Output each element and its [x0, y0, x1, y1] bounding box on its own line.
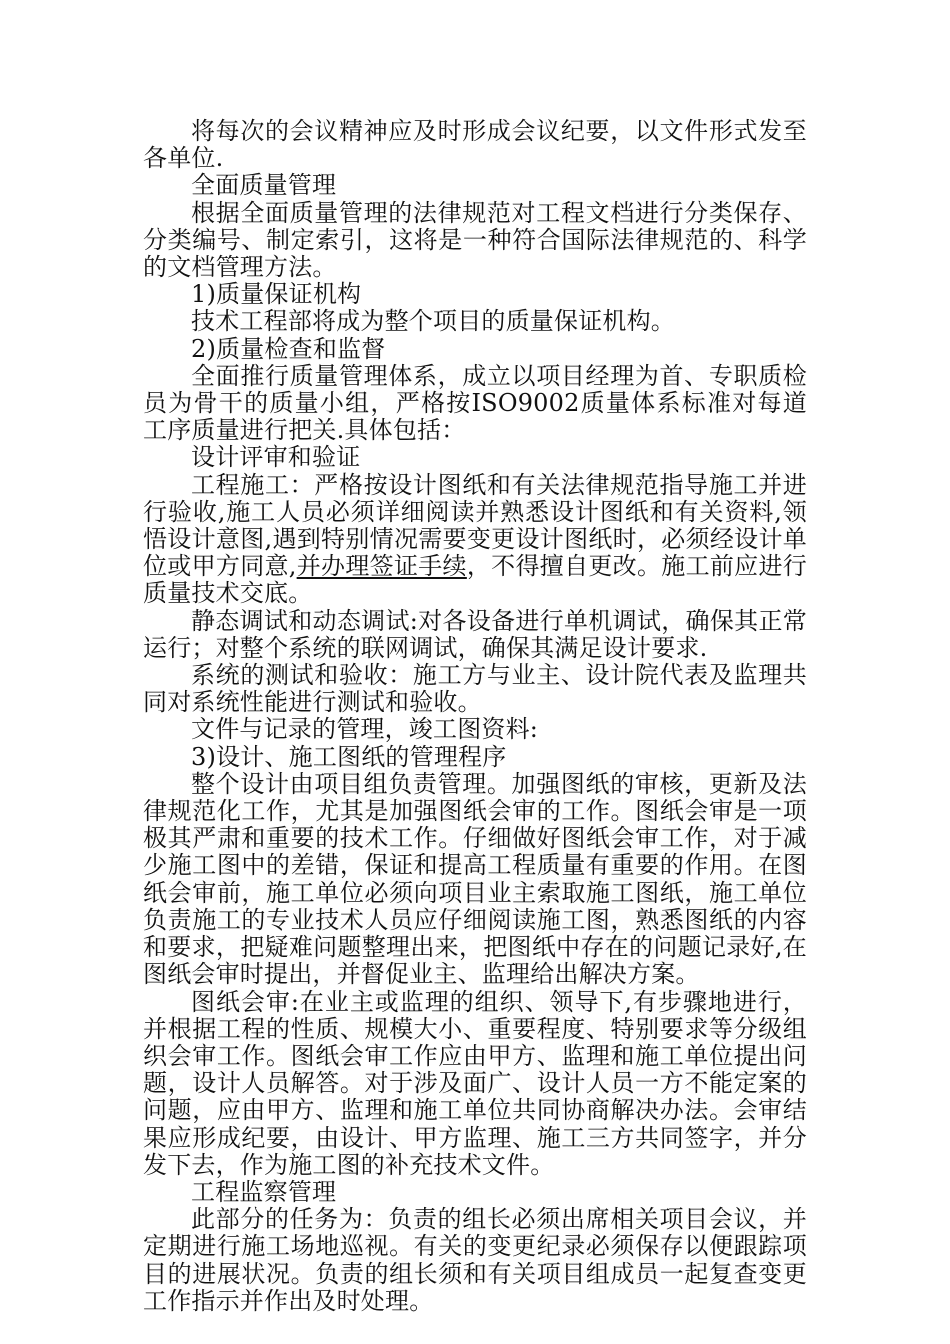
paragraph-records-management: 文件与记录的管理，竣工图资料:: [191, 715, 539, 744]
paragraph-design-management: 整个设计由项目组负责管理。加强图纸的审核，更新及法律规范化工作，尤其是加强图纸会审的工作。图纸会审是一项极其严肃和重要的技术工作。仔细做好图纸会审工作，对于减少施工图中的差错，保证和提高工程质量有重要的作用。在图纸会审前，施工单位必须向项目业主索取施工图纸，施工单位负责施工的专业技术人员应仔细阅读施工图，熟悉图纸的内容和要求，把疑难问题整理出来，把图纸中存在的问题记录好,在图纸会审时提出，并督促业主、监理给出解决方案。: [143, 769, 807, 989]
paragraph-construction: [143, 472, 807, 608]
heading-supervision-management: 工程监察管理: [191, 1177, 337, 1206]
heading-quality-inspection: 2)质量检查和监督: [191, 334, 386, 363]
document-body: [143, 118, 807, 1315]
paragraph-meeting-minutes: 将每次的会议精神应及时形成会议纪要，以文件形式发至各单位.: [143, 117, 807, 173]
construction-text-before: 工程施工：严格按设计图纸和有关法律规范指导施工并进行验收,施工人员必须详细阅读并熟悉设计图纸和有关资料,领悟设计意图,遇到特别情况需要变更设计图纸时，必须经设计单位或甲方同意,: [143, 470, 807, 581]
paragraph-document-classification: 根据全面质量管理的法律规范对工程文档进行分类保存、分类编号、制定索引，这将是一种符合国际法律规范的、科学的文档管理方法。: [143, 198, 807, 282]
heading-quality-assurance-org: 1)质量保证机构: [191, 280, 362, 309]
paragraph-quality-assurance-org: 技术工程部将成为整个项目的质量保证机构。: [191, 307, 675, 336]
paragraph-supervision-tasks: 此部分的任务为：负责的组长必须出席相关项目会议，并定期进行施工场地巡视。有关的变更纪录必须保存以便跟踪项目的进展状况。负责的组长须和有关项目组成员一起复查变更工作指示并作出及时处理。: [143, 1205, 807, 1315]
visa-procedure-underlined: 并办理签证手续: [296, 552, 467, 581]
paragraph-system-testing: 系统的测试和验收：施工方与业主、设计院代表及监理共同对系统性能进行测试和验收。: [143, 661, 807, 717]
heading-design-review: 设计评审和验证: [191, 443, 361, 472]
heading-drawing-procedure: 3)设计、施工图纸的管理程序: [191, 742, 507, 771]
construction-text-after: ，不得擅自更改。施工前应进行质量技术交底。: [143, 552, 807, 608]
heading-total-quality-management: 全面质量管理: [191, 171, 337, 200]
paragraph-debugging: 静态调试和动态调试:对各设备进行单机调试，确保其正常运行；对整个系统的联网调试，确保其满足设计要求.: [143, 606, 807, 662]
paragraph-quality-system: 全面推行质量管理体系，成立以项目经理为首、专职质检员为骨干的质量小组，严格按ISO9002质量体系标准对每道工序质量进行把关.具体包括：: [143, 361, 807, 445]
paragraph-drawing-review: 图纸会审:在业主或监理的组织、领导下,有步骤地进行，并根据工程的性质、规模大小、重要程度、特别要求等分级组织会审工作。图纸会审工作应由甲方、监理和施工单位提出问题，设计人员解答。对于涉及面广、设计人员一方不能定案的问题，应由甲方、监理和施工单位共同协商解决办法。会审结果应形成纪要，由设计、甲方监理、施工三方共同签字，并分发下去，作为施工图的补充技术文件。: [143, 987, 807, 1179]
